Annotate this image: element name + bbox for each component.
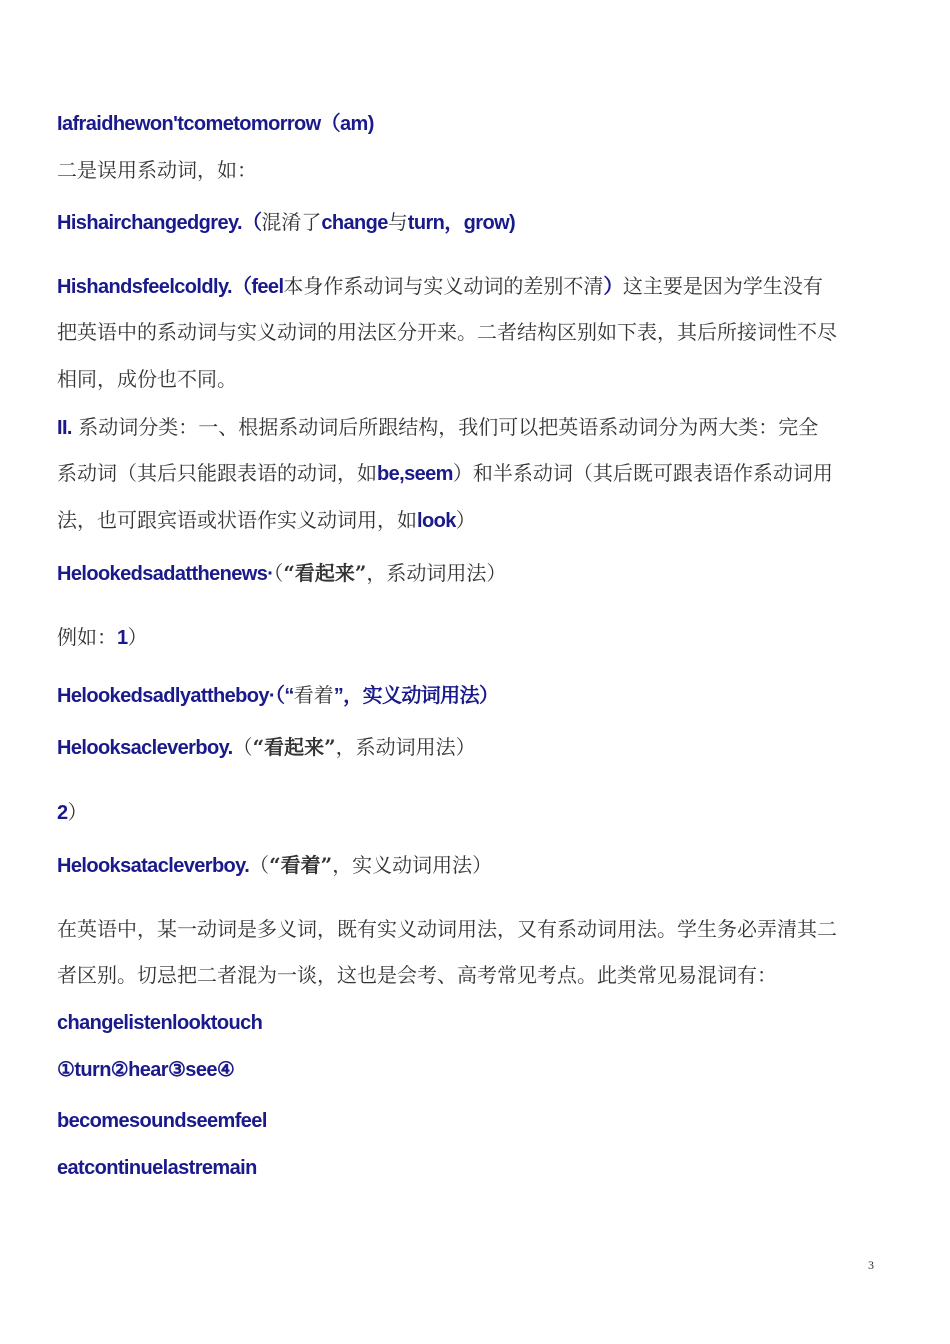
- chinese-text: 这主要是因为学生没有: [622, 274, 823, 298]
- text-line: [57, 852, 492, 879]
- chinese-text: ，实义动词用法）: [332, 853, 493, 877]
- english-example: Helooksatacleverboy.: [57, 855, 250, 877]
- text-line: [57, 962, 777, 988]
- chinese-text: ，系动词用法）: [335, 735, 476, 759]
- text-line: [57, 682, 498, 709]
- list-number: 1: [117, 627, 128, 649]
- text-line: [57, 1107, 267, 1134]
- text-line: [57, 209, 515, 236]
- text-line: [57, 110, 374, 137]
- text-line: [57, 460, 833, 487]
- chinese-text: “看起来”: [252, 735, 336, 759]
- chinese-text: 把英语中的系动词与实义动词的用法区分开来。二者结构区别如下表，其后所接词性不尽: [57, 320, 837, 344]
- word-list: changelistenlooktouch: [57, 1012, 263, 1034]
- chinese-text: 与: [387, 210, 408, 234]
- text-line: [57, 560, 506, 587]
- text-line: [57, 507, 476, 534]
- chinese-text: 看着: [293, 683, 334, 707]
- english-example: Helookedsadlyattheboy·（: [57, 685, 285, 707]
- chinese-text: 二是误用系动词，如：: [57, 158, 257, 182]
- word-list: becomesoundseemfeel: [57, 1110, 267, 1132]
- chinese-text: 法，也可跟宾语或状语作实义动词用，如: [57, 508, 417, 532]
- chinese-text: 例如：: [57, 625, 117, 649]
- english-word: look: [417, 510, 456, 532]
- section-number: II.: [57, 417, 72, 439]
- text-line: [57, 414, 818, 441]
- chinese-text: ，系动词用法）: [366, 561, 507, 585]
- text-line: [57, 799, 88, 826]
- chinese-text: “看起来”: [283, 561, 367, 585]
- page-number: 3: [868, 1258, 874, 1272]
- chinese-text: 者区别。切忌把二者混为一谈，这也是会考、高考常见考点。此类常见易混词有：: [57, 963, 777, 987]
- chinese-text: 相同，成份也不同。: [57, 367, 237, 391]
- chinese-text: ）: [455, 508, 476, 532]
- text-line: [57, 1056, 234, 1083]
- chinese-text: “看着”: [269, 853, 333, 877]
- bracket: ）: [478, 685, 499, 707]
- word-list: ①turn②hear③see④: [57, 1059, 235, 1081]
- chinese-text: 混淆了: [261, 210, 322, 234]
- english-word: change: [321, 212, 388, 234]
- text-line: [57, 319, 837, 345]
- text-line: [57, 157, 257, 183]
- chinese-text: 系动词（其后只能跟表语的动词，如: [57, 461, 377, 485]
- chinese-text: 本身作系动词与实义动词的差别不清: [283, 274, 604, 298]
- chinese-text: ）和半系动词（其后既可跟表语作系动词用: [452, 461, 833, 485]
- english-word: be,seem: [377, 463, 453, 485]
- chinese-text: （: [249, 853, 270, 877]
- chinese-text: 系动词分类：一、根据系动词后所跟结构，我们可以把英语系动词分为两大类：完全: [71, 415, 819, 439]
- text-line: [57, 366, 237, 392]
- english-example: Helookedsadatthenews·: [57, 563, 274, 585]
- quote-mark: ”，实义动词用法: [333, 685, 479, 707]
- english-example: Iafraidhewon'tcometomorrow（am): [57, 113, 374, 135]
- word-list: eatcontinuelastremain: [57, 1157, 257, 1179]
- list-number: 2: [57, 802, 68, 824]
- text-line: [57, 1009, 262, 1036]
- english-example: Hishairchangedgrey.（: [57, 212, 262, 234]
- text-line: [57, 916, 837, 942]
- chinese-text: ）: [127, 625, 148, 649]
- english-word: turn，grow): [407, 212, 516, 234]
- text-line: [57, 734, 476, 761]
- chinese-text: 在英语中，某一动词是多义词，既有实义动词用法，又有系动词用法。学生务必弄清其二: [57, 917, 837, 941]
- chinese-text: （: [273, 561, 284, 585]
- text-line: [57, 1154, 257, 1181]
- english-example: Hishandsfeelcoldly.（feel: [57, 276, 284, 298]
- quote-mark: “: [284, 685, 294, 707]
- text-line: [57, 273, 823, 300]
- english-example: Helooksacleverboy.: [57, 737, 233, 759]
- text-line: [57, 624, 148, 651]
- chinese-text: （: [232, 735, 253, 759]
- bracket: ）: [603, 276, 623, 298]
- chinese-text: ）: [67, 800, 88, 824]
